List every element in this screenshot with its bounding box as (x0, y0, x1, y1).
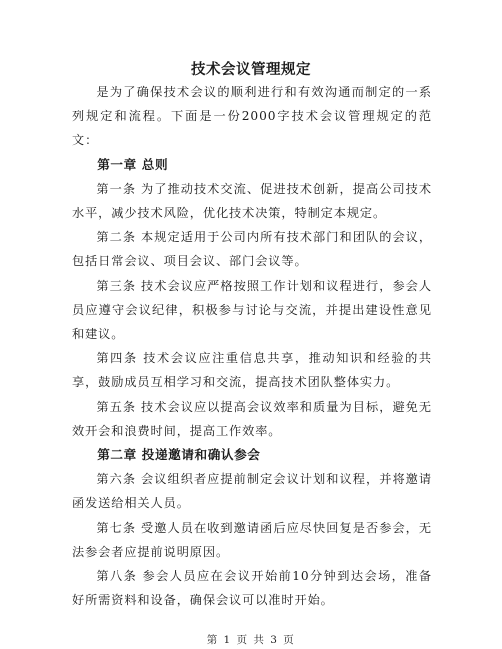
document-body (72, 80, 432, 612)
intro-paragraph: 是为了确保技术会议的顺利进行和有效沟通而制定的一系列规定和流程。下面是一份2000字技术会议管理规定的范文： (72, 85, 432, 148)
chapter-heading: 第二章 投递邀请和确认参会 (97, 447, 261, 463)
article-paragraph: 第八条 参会人员应在会议开始前10分钟到达会场，准备好所需资料和设备，确保会议可以准时开始。 (72, 569, 432, 608)
article-paragraph: 第四条 技术会议应注重信息共享，推动知识和经验的共享，鼓励成员互相学习和交流，提高技术团队整体实力。 (72, 351, 432, 390)
article-paragraph: 第七条 受邀人员在收到邀请函后应尽快回复是否参会，无法参会者应提前说明原因。 (72, 520, 432, 559)
article-paragraph: 第一条 为了推动技术交流、促进技术创新，提高公司技术水平，减少技术风险，优化技术决策，特制定本规定。 (72, 181, 432, 221)
page-footer: 第 1 页 共 3 页 (206, 634, 296, 646)
article-paragraph: 第三条 技术会议应严格按照工作计划和议程进行，参会人员应遵守会议纪律，积极参与讨论与交流，并提出建设性意见和建议。 (72, 278, 432, 342)
article-paragraph: 第二条 本规定适用于公司内所有技术部门和团队的会议，包括日常会议、项目会议、部门会议等。 (72, 230, 432, 269)
chapter-heading: 第一章 总则 (97, 156, 169, 172)
article-paragraph: 第五条 技术会议应以提高会议效率和质量为目标，避免无效开会和浪费时间，提高工作效率。 (72, 399, 432, 438)
document-title: 技术会议管理规定 (191, 62, 311, 78)
article-paragraph: 第六条 会议组织者应提前制定会议计划和议程，并将邀请函发送给相关人员。 (72, 472, 432, 511)
